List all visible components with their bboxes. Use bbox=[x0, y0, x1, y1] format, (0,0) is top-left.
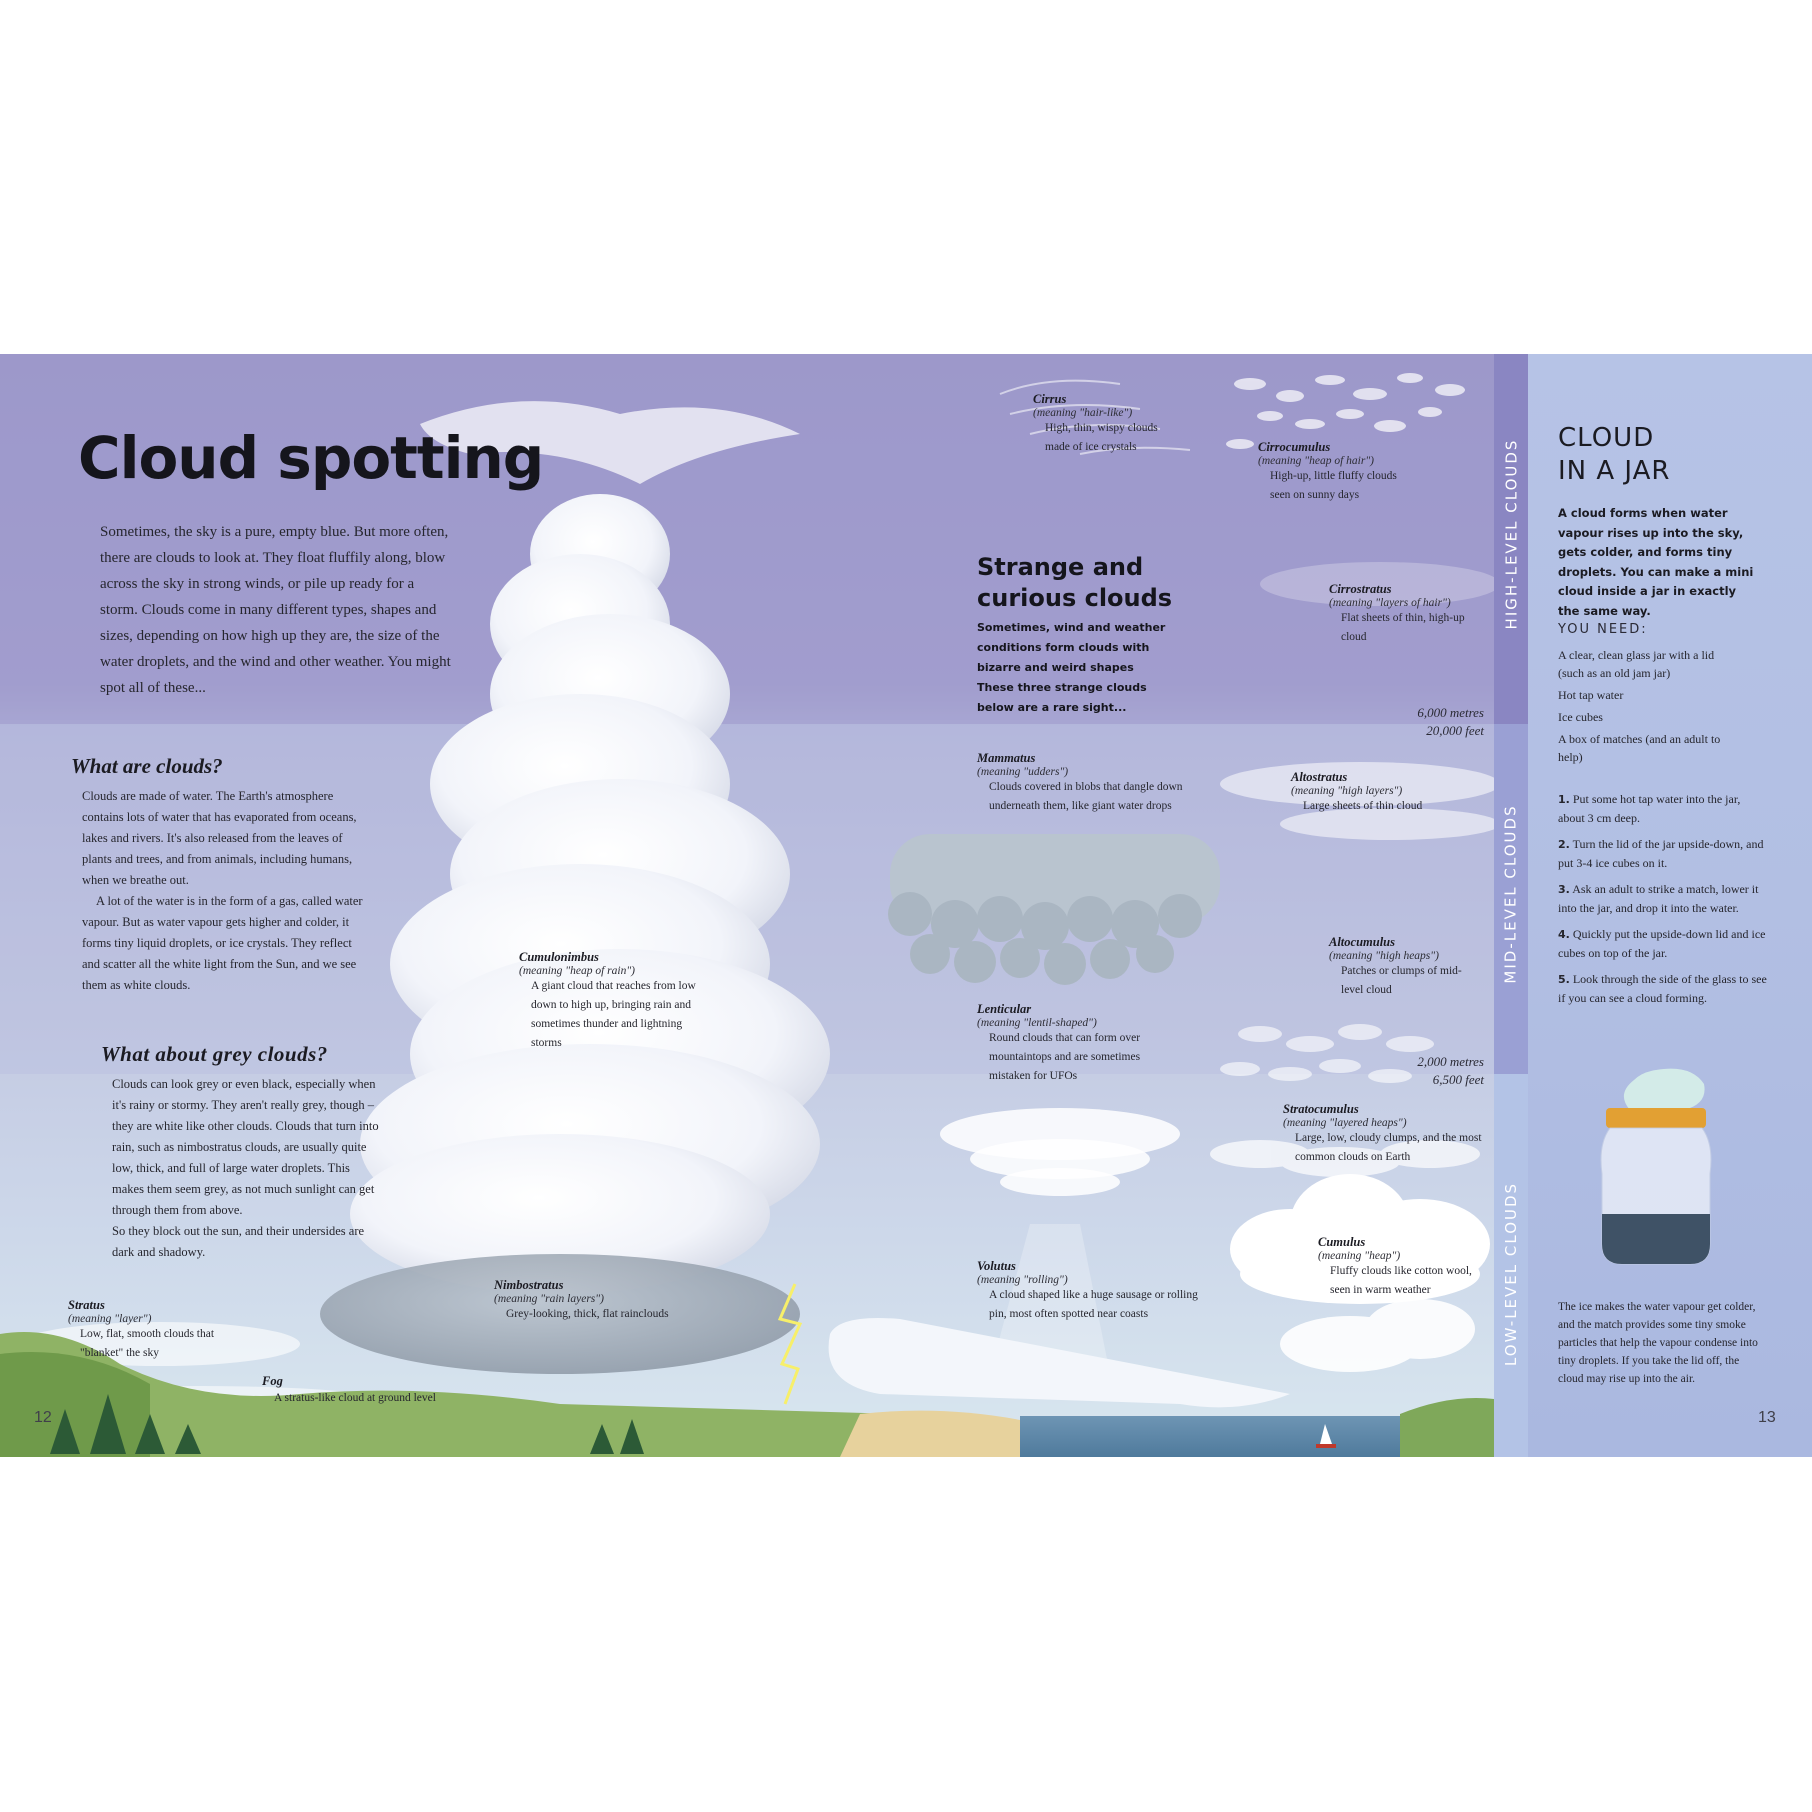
altostratus-name: Altostratus bbox=[1291, 770, 1348, 784]
step-item bbox=[1558, 790, 1768, 827]
jar-title-line2: IN A JAR bbox=[1558, 456, 1671, 486]
ruler-mid-label: MID-LEVEL CLOUDS bbox=[1502, 804, 1520, 984]
cumulonimbus-name: Cumulonimbus bbox=[519, 950, 599, 964]
lenticular-cloud bbox=[940, 1108, 1180, 1196]
fog-name: Fog bbox=[262, 1374, 283, 1388]
lenticular-desc: Round clouds that can form over mountaintops and are sometimes mistaken for UFOs bbox=[989, 1032, 1141, 1082]
need-item: A box of matches (and an adult to help) bbox=[1558, 732, 1721, 764]
stratus-meaning: (meaning "layer") bbox=[68, 1313, 152, 1325]
page-number-right: 13 bbox=[1758, 1409, 1776, 1426]
ruler-low-label: LOW-LEVEL CLOUDS bbox=[1502, 1181, 1520, 1367]
sailboat-hull bbox=[1316, 1444, 1336, 1448]
label-stratocumulus bbox=[1283, 1102, 1483, 1167]
step-text: Ask an adult to strike a match, lower it into the jar, and drop it into the water. bbox=[1558, 882, 1759, 915]
cirrus-meaning: (meaning "hair-like") bbox=[1033, 407, 1133, 419]
nimbostratus-meaning: (meaning "rain layers") bbox=[494, 1293, 604, 1305]
label-cumulonimbus bbox=[519, 950, 699, 1053]
cumulonimbus-desc: A giant cloud that reaches from low down to high up, bringing rain and sometimes thunder and lightning storms bbox=[531, 980, 696, 1049]
cirrocumulus-meaning: (meaning "heap of hair") bbox=[1258, 455, 1375, 467]
stratocumulus-name: Stratocumulus bbox=[1283, 1102, 1359, 1116]
step-item bbox=[1558, 880, 1768, 917]
grey-clouds-heading: What about grey clouds? bbox=[101, 1042, 328, 1066]
intro-paragraph: Sometimes, the sky is a pure, empty blue. But more often, there are clouds to look at. They float fluffily along, blow across the sky in strong winds, or pile up ready for a storm. Clouds come in many different types, shapes and sizes, depending on how high up they are, the size of the water droplets, and the wind and other weather. You might spot all of these... bbox=[100, 524, 451, 696]
altocumulus-meaning: (meaning "high heaps") bbox=[1329, 950, 1439, 962]
grey-clouds-text bbox=[112, 1074, 380, 1263]
cirrostratus-desc: Flat sheets of thin, high-up cloud bbox=[1341, 612, 1465, 643]
jar-illustration bbox=[1596, 1064, 1716, 1274]
page-title: Cloud spotting bbox=[78, 424, 544, 492]
cumulus-desc: Fluffy clouds like cotton wool, seen in warm weather bbox=[1330, 1265, 1472, 1296]
page-number-left: 12 bbox=[34, 1409, 52, 1426]
volutus-name: Volutus bbox=[977, 1259, 1016, 1273]
what-are-p2: A lot of the water is in the form of a gas, called water vapour. But as water vapour gets higher and colder, it forms tiny liquid droplets, or ice crystals. They reflect and scatter all the white light from the Sun, and we see them as white clouds. bbox=[82, 894, 363, 992]
mammatus-cloud bbox=[888, 834, 1220, 985]
what-are-clouds-text bbox=[82, 786, 372, 996]
steps-list bbox=[1558, 790, 1768, 1015]
stratocumulus-desc: Large, low, cloudy clumps, and the most common clouds on Earth bbox=[1295, 1132, 1482, 1163]
step-item bbox=[1558, 925, 1768, 962]
label-volutus bbox=[977, 1259, 1207, 1324]
label-cirrus bbox=[1033, 392, 1183, 457]
cirrocumulus-puffs bbox=[1226, 373, 1465, 449]
altocumulus-desc: Patches or clumps of mid-level cloud bbox=[1341, 965, 1462, 996]
jar-title bbox=[1558, 422, 1671, 488]
need-item: Hot tap water bbox=[1558, 688, 1624, 702]
cirrus-desc: High, thin, wispy clouds made of ice crystals bbox=[1045, 422, 1158, 453]
volutus-desc: A cloud shaped like a huge sausage or rolling pin, most often spotted near coasts bbox=[989, 1289, 1198, 1320]
cirrocumulus-name: Cirrocumulus bbox=[1258, 440, 1331, 454]
you-need-heading: YOU NEED: bbox=[1558, 622, 1648, 637]
volutus-meaning: (meaning "rolling") bbox=[977, 1274, 1068, 1286]
fog-desc: A stratus-like cloud at ground level bbox=[274, 1392, 436, 1404]
nimbostratus-name: Nimbostratus bbox=[494, 1278, 564, 1292]
cirrostratus-meaning: (meaning "layers of hair") bbox=[1329, 597, 1451, 609]
jar-title-line1: CLOUD bbox=[1558, 423, 1655, 453]
grey-p2: So they block out the sun, and their undersides are dark and shadowy. bbox=[112, 1224, 365, 1259]
label-altocumulus bbox=[1329, 935, 1469, 1000]
step-number: 2. bbox=[1558, 838, 1570, 851]
ruler-high-label: HIGH-LEVEL CLOUDS bbox=[1502, 438, 1520, 630]
label-altostratus bbox=[1291, 770, 1451, 816]
step-item bbox=[1558, 970, 1768, 1007]
step-text: Turn the lid of the jar upside-down, and put 3-4 ice cubes on it. bbox=[1558, 837, 1764, 870]
lenticular-meaning: (meaning "lentil-shaped") bbox=[977, 1017, 1097, 1029]
step-item bbox=[1558, 835, 1768, 872]
cumulus-name: Cumulus bbox=[1318, 1235, 1366, 1249]
what-are-p1: Clouds are made of water. The Earth's atmosphere contains lots of water that has evaporated from oceans, lakes and rivers. It's also released from the leaves of plants and trees, and from animals, including humans, when we breathe out. bbox=[82, 789, 357, 887]
jar-water bbox=[1602, 1214, 1710, 1264]
sand-beach bbox=[840, 1411, 1040, 1457]
stratus-desc: Low, flat, smooth clouds that "blanket" the sky bbox=[80, 1328, 215, 1359]
needs-list bbox=[1558, 646, 1738, 770]
altitude-low-metres: 2,000 metres bbox=[1417, 1054, 1484, 1069]
jar-lid bbox=[1606, 1108, 1706, 1128]
nimbostratus-desc: Grey-looking, thick, flat rainclouds bbox=[506, 1308, 669, 1320]
strange-text: Sometimes, wind and weather conditions form clouds with bizarre and weird shapes These three strange clouds below are a rare sight... bbox=[977, 621, 1166, 714]
label-nimbostratus bbox=[494, 1278, 704, 1324]
step-number: 4. bbox=[1558, 928, 1570, 941]
strange-heading-line2: curious clouds bbox=[977, 584, 1173, 612]
altitude-ruler bbox=[1494, 354, 1528, 1457]
step-number: 5. bbox=[1558, 973, 1570, 986]
altitude-high-feet: 20,000 feet bbox=[1426, 723, 1484, 738]
altitude-high-metres: 6,000 metres bbox=[1417, 705, 1484, 720]
label-cumulus bbox=[1318, 1235, 1488, 1300]
altostratus-desc: Large sheets of thin cloud bbox=[1303, 800, 1423, 812]
altitude-low bbox=[1340, 1053, 1484, 1089]
cirrus-name: Cirrus bbox=[1033, 392, 1067, 406]
ice-cubes bbox=[1624, 1069, 1705, 1110]
label-mammatus bbox=[977, 751, 1207, 816]
altitude-high bbox=[1340, 704, 1484, 740]
step-text: Look through the side of the glass to see if you can see a cloud forming. bbox=[1558, 972, 1767, 1005]
jar-outro: The ice makes the water vapour get colder, and the match provides some tiny smoke particles that help the vapour condense into tiny droplets. If you take the lid off, the cloud may rise up into the air. bbox=[1558, 1301, 1758, 1385]
step-number: 3. bbox=[1558, 883, 1570, 896]
strange-heading-line1: Strange and bbox=[977, 553, 1144, 581]
cirrostratus-name: Cirrostratus bbox=[1329, 582, 1392, 596]
altitude-low-feet: 6,500 feet bbox=[1432, 1072, 1484, 1087]
label-lenticular bbox=[977, 1002, 1167, 1086]
mammatus-desc: Clouds covered in blobs that dangle down underneath them, like giant water drops bbox=[989, 781, 1183, 812]
need-item: Ice cubes bbox=[1558, 710, 1603, 724]
cumulonimbus-meaning: (meaning "heap of rain") bbox=[519, 965, 636, 977]
step-number: 1. bbox=[1558, 793, 1570, 806]
stratocumulus-meaning: (meaning "layered heaps") bbox=[1283, 1117, 1407, 1129]
altostratus-meaning: (meaning "high layers") bbox=[1291, 785, 1403, 797]
right-hill bbox=[1400, 1398, 1494, 1457]
label-cirrocumulus bbox=[1258, 440, 1418, 505]
mammatus-meaning: (meaning "udders") bbox=[977, 766, 1069, 778]
cumulus-meaning: (meaning "heap") bbox=[1318, 1250, 1401, 1262]
jar-intro: A cloud forms when water vapour rises up into the sky, gets colder, and forms tiny droplets. You can make a mini cloud inside a jar in exactly the same way. bbox=[1558, 506, 1754, 618]
label-fog bbox=[262, 1374, 472, 1408]
grey-p1: Clouds can look grey or even black, especially when it's rainy or stormy. They aren't really grey, though – they are white like other clouds. Clouds that turn into rain, such as nimbostratus clouds, are usually quite low, thick, and full of large water droplets. This makes them seem grey, as not much sunlight can get through them from above. bbox=[112, 1077, 379, 1217]
lenticular-name: Lenticular bbox=[977, 1002, 1032, 1016]
book-spread bbox=[0, 354, 1812, 1457]
label-stratus bbox=[68, 1298, 268, 1363]
stratus-name: Stratus bbox=[68, 1298, 105, 1312]
altocumulus-name: Altocumulus bbox=[1329, 935, 1395, 949]
mammatus-name: Mammatus bbox=[977, 751, 1036, 765]
cloud-in-a-jar-panel bbox=[1528, 354, 1812, 1457]
what-are-clouds-heading: What are clouds? bbox=[71, 754, 223, 778]
need-item: A clear, clean glass jar with a lid (such as an old jam jar) bbox=[1558, 648, 1715, 680]
step-text: Quickly put the upside-down lid and ice cubes on top of the jar. bbox=[1558, 927, 1766, 960]
strange-heading bbox=[977, 552, 1172, 614]
step-text: Put some hot tap water into the jar, about 3 cm deep. bbox=[1558, 792, 1741, 825]
label-cirrostratus bbox=[1329, 582, 1479, 647]
cumulus-cloud-small bbox=[1280, 1299, 1475, 1372]
cirrocumulus-desc: High-up, little fluffy clouds seen on sunny days bbox=[1270, 470, 1397, 501]
